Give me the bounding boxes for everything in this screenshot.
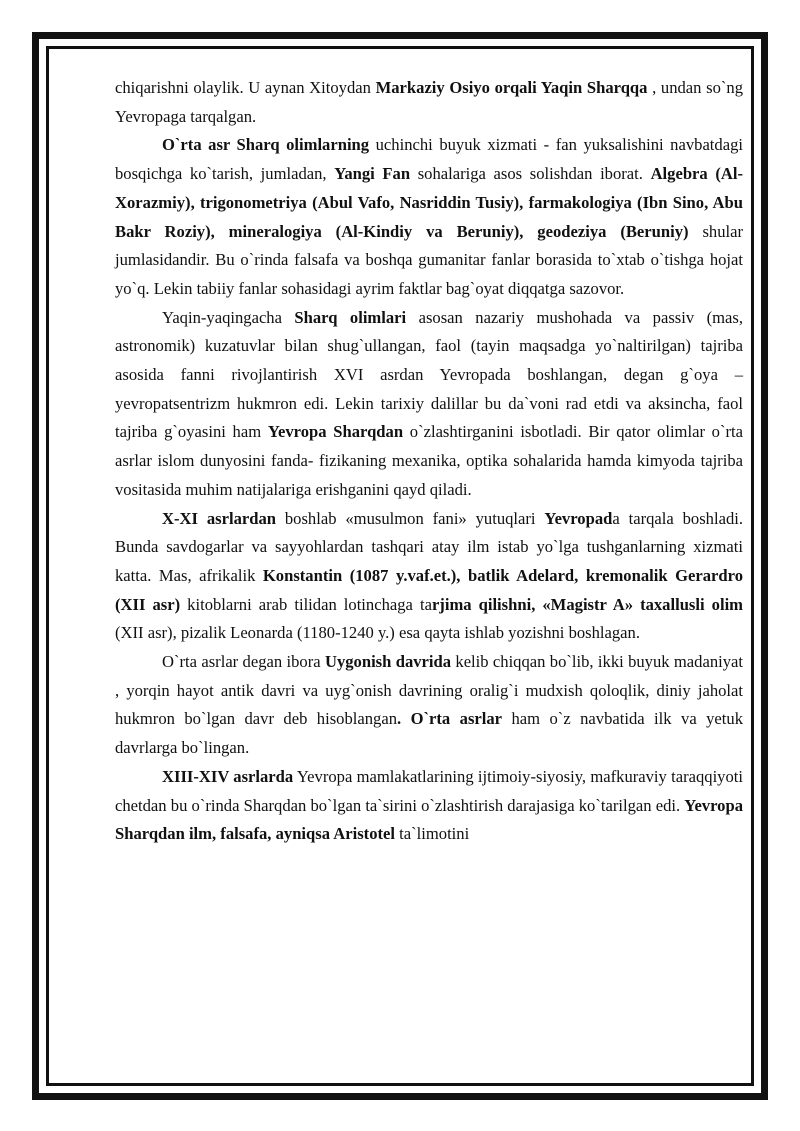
bold-run: Markaziy Osiyo orqali Yaqin Sharqqa [375, 78, 648, 97]
document-body [115, 74, 743, 849]
text-run: ham o`z navbatida ilk va yetuk davrlarga bo`lingan. [115, 709, 743, 758]
text-run: kitoblarni arab tilidan lotinchaga ta [180, 594, 432, 614]
text-run: chiqarishni olaylik. U aynan Xitoydan [115, 78, 376, 97]
text-run: Yevropa mamlakatlarining ijtimoiy-siyosiy, mafkuraviy taraqqiyoti chetdan bu o`rinda Sharqdan bo`lgan ta`sirini o`zlashtirish darajasiga ko`tarilgan edi. [115, 766, 743, 815]
text-run: ta`limotini [395, 824, 470, 844]
text-run: o`zlashtirganini isbotladi. Bir qator olimlar o`rta asrlar islom dunyosini fanda- fizikaning mexanika, optika sohalarida hamda kimyoda tajriba vositasida muhim natijalariga erishganini qayd qiladi. [115, 422, 744, 499]
text-run: asosan nazariy mushohada va passiv (mas, astronomik) kuzatuvlar bilan shug`ullangan, faol (tayin maqsadga yo`naltirilgan) tajriba asosida fanni rivojlantirish XVI asrdan Yevropada boshlangan, degan g`oya – yevropatsentrizm hukmron edi. Lekin tarixiy dalillar bu da`voni rad etdi va aksincha, faol tajriba g`oyasini ham [115, 307, 743, 442]
text-run: kelib chiqqan bo`lib, ikki buyuk madaniyat , yorqin hayot antik davri va uyg`onish davrining oralig`i mudxish qoloqlik, diniy jaholat hukmron bo`lgan davr deb hisoblangan [115, 652, 744, 729]
bold-run: XIII-XIV asrlarda [162, 766, 294, 786]
bold-run: Algebra (Al-Xorazmiy), trigonometriya (Abul Vafo, Nasriddin Tusiy), farmakologiya (Ibn Sino, Abu Bakr Roziy), mineralogiya (Al-Kindiy va Beruniy), geodeziya (Beruniy) [115, 164, 743, 241]
bold-run: Yevropad [544, 508, 613, 528]
bold-run: Sharq olimlari [294, 307, 407, 327]
text-run: O`rta asrlar degan ibora [162, 652, 325, 672]
paragraph-1 [115, 74, 743, 131]
text-run: boshlab «musulmon fani» yutuqlari [275, 508, 545, 528]
text-run: a tarqala boshladi. Bunda savdogarlar va sayyohlardan tashqari atay ilm istab yo`lga tushganlarning xizmati katta. Mas, afrikalik [115, 508, 744, 585]
bold-run: O`rta asr Sharq olimlarning [162, 135, 370, 155]
bold-run: . O`rta asrlar [397, 709, 503, 729]
bold-run: Konstantin (1087 y.vaf.et.), batlik Adelard, kremonalik Gerardro (XII asr) [115, 565, 743, 614]
bold-run: rjima qilishni, «Magistr A» taxallusli olim [431, 594, 743, 614]
paragraph-5 [115, 648, 743, 763]
text-run: uchinchi buyuk xizmati - fan yuksalishini navbatdagi bosqichga ko`tarish, jumladan, [115, 135, 743, 184]
bold-run: Uygonish davrida [324, 652, 452, 672]
bold-run: Yangi Fan [334, 164, 411, 184]
paragraph-3 [115, 304, 743, 505]
bold-run: Yevropa Sharqdan ilm, falsafa, ayniqsa Aristotel [115, 795, 743, 844]
text-run: , undan so`ng Yevropaga tarqalgan. [115, 78, 743, 126]
text-run: Yaqin-yaqingacha [162, 307, 295, 327]
bold-run: X-XI asrlardan [162, 508, 276, 528]
bold-run: Yevropa Sharqdan [267, 422, 404, 442]
text-run: (XII asr), pizalik Leonarda (1180-1240 y.) esa qayta ishlab yozishni boshlagan. [115, 623, 640, 643]
text-run: sohalariga asos solishdan iborat. [410, 164, 651, 184]
text-run: shular jumlasidandir. Bu o`rinda falsafa va boshqa gumanitar fanlar borasida to`xtab o`tishga hojat yo`q. Lekin tabiiy fanlar sohasidagi ayrim faktlar bag`oyat diqqatga sazovor. [115, 221, 743, 298]
paragraph-2 [115, 131, 743, 303]
paragraph-6 [115, 763, 743, 849]
paragraph-4 [115, 505, 743, 649]
